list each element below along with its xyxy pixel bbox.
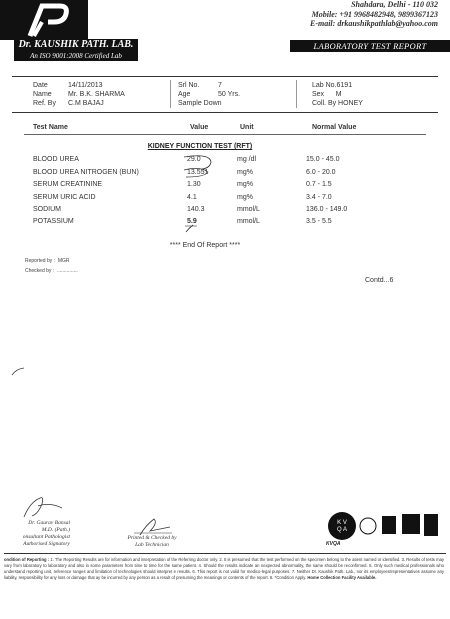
doctor-degree: M.D. (Path.) bbox=[41, 527, 70, 533]
report-title-bar: LABORATORY TEST REPORT bbox=[290, 40, 450, 52]
doctor-signature-block bbox=[6, 520, 70, 548]
footer-divider bbox=[4, 553, 446, 554]
mobile: Mobile: +91 9968482948, 9899367123 bbox=[311, 9, 438, 19]
test-unit: mmol/L bbox=[237, 218, 260, 225]
reported-by bbox=[25, 258, 69, 264]
reporting-conditions bbox=[4, 557, 444, 581]
test-name: BLOOD UREA bbox=[33, 156, 79, 163]
test-unit: mg% bbox=[237, 181, 253, 188]
end-of-report: **** End Of Report **** bbox=[169, 242, 241, 249]
conditions-text: 1. The Reporting Results are for information and interpretation of the Referring doctor only. 2. It is presumed that the test performed on the specimen belong to the atient named or identified. 3. Results of tests may vary from laboratory to laboratory and also in some parameters from time to time for the same patient. 4. Should the results indicate an nexpected abnormality, the same should be reconfirmed. 5. Only such medical professionals who understand reporting unit, reference ranges and limitation of technologies should interpret e results. 6. This report is not valid for medico-legal purposes. 7. Neither Dr. Kaushik Path. Lab., nor its employees/representatives assume any liability, responsibility for any loss or damage that ay be incurred by any person as a result of presuming the meanings or contents of the report. 8. *Condition Apply. bbox=[4, 557, 444, 580]
scan-mark bbox=[10, 365, 30, 379]
age-value: 50 Yrs. bbox=[218, 91, 241, 98]
test-value: 140.3 bbox=[187, 206, 205, 213]
doctor-role: onsultant Pathologist bbox=[22, 534, 70, 540]
test-normal: 6.0 - 20.0 bbox=[306, 169, 336, 176]
doctor-authorization: Authorised Signatory bbox=[23, 541, 70, 547]
technician-signature-icon bbox=[120, 515, 180, 537]
test-normal: 15.0 - 45.0 bbox=[306, 156, 340, 163]
column-separator bbox=[296, 80, 297, 108]
section-title: KIDNEY FUNCTION TEST (RFT) bbox=[147, 143, 253, 150]
test-normal: 0.7 - 1.5 bbox=[306, 181, 332, 188]
home-collection-note: Home Collection Facility Available. bbox=[307, 575, 377, 580]
lab-column bbox=[312, 81, 363, 108]
technician-line2: Lab Technician bbox=[135, 542, 169, 548]
header-test-name: Test Name bbox=[33, 124, 68, 131]
lab-name: Dr. KAUSHIK PATH. LAB. bbox=[14, 39, 138, 51]
address: Shahdara, Delhi - 110 032 bbox=[351, 0, 438, 9]
label-column bbox=[33, 81, 56, 108]
sex-label: Sex bbox=[312, 91, 325, 98]
test-value-abnormal: 5.9 bbox=[187, 218, 197, 225]
test-unit: mmol/L bbox=[237, 206, 260, 213]
test-name: SODIUM bbox=[33, 206, 61, 213]
svg-text:Q A: Q A bbox=[336, 527, 348, 533]
sex-value: M bbox=[335, 91, 342, 98]
collected-by: Coll. By HONEY bbox=[312, 100, 363, 107]
srl-label: Srl No. bbox=[178, 82, 200, 89]
kvqa-certification-icon bbox=[326, 510, 442, 550]
technician-block bbox=[112, 535, 192, 549]
date-label: Date bbox=[33, 82, 48, 89]
age-label: Age bbox=[178, 91, 191, 98]
test-normal: 3.4 - 7.0 bbox=[306, 194, 332, 201]
sample-status: Sample Down bbox=[178, 100, 222, 107]
sex-field bbox=[312, 90, 363, 99]
test-name: BLOOD UREA NITROGEN (BUN) bbox=[33, 169, 139, 176]
test-value: 4.1 bbox=[187, 194, 197, 201]
svg-text:K V: K V bbox=[337, 520, 347, 526]
pen-marks bbox=[180, 150, 220, 240]
contact-block bbox=[310, 0, 438, 29]
name-value: Mr. B.K. SHARMA bbox=[68, 91, 125, 98]
test-name: POTASSIUM bbox=[33, 218, 74, 225]
test-unit: mg /dl bbox=[237, 156, 257, 163]
reported-by-label: Reported by : bbox=[25, 258, 56, 264]
certification-logos bbox=[326, 510, 442, 550]
test-normal: 136.0 - 149.0 bbox=[306, 206, 348, 213]
test-value: 13.551 bbox=[187, 169, 209, 176]
srl-age-column bbox=[178, 81, 222, 108]
value-column bbox=[68, 81, 125, 108]
technician-line1: Printed & Checked by bbox=[127, 535, 177, 541]
test-name: SERUM URIC ACID bbox=[33, 194, 96, 201]
divider bbox=[12, 112, 438, 113]
lab-logo-icon bbox=[26, 2, 70, 38]
test-unit: mg% bbox=[237, 194, 253, 201]
srl-age-values bbox=[218, 81, 240, 99]
divider bbox=[12, 76, 438, 77]
lab-number: Lab No.6191 bbox=[312, 82, 353, 89]
column-separator bbox=[170, 80, 171, 108]
ref-value: C.M BAJAJ bbox=[68, 100, 104, 107]
kvqa-label: KVQA bbox=[326, 541, 341, 547]
test-value: 29.0 bbox=[187, 156, 201, 163]
conditions-heading: ondition of Reporting : bbox=[4, 557, 50, 562]
checked-by bbox=[25, 268, 78, 274]
header-normal-value: Normal Value bbox=[312, 124, 357, 131]
name-label: Name bbox=[33, 91, 52, 98]
checked-by-label: Checked by : bbox=[25, 268, 55, 274]
reported-by-value: MGR bbox=[57, 258, 70, 264]
doctor-signature-icon bbox=[20, 492, 70, 520]
date-value: 14/11/2013 bbox=[68, 82, 103, 89]
iso-certification: An ISO 9001:2008 Certified Lab bbox=[14, 51, 138, 61]
srl-value: 7 bbox=[218, 82, 222, 89]
test-name: SERUM CREATININE bbox=[33, 181, 103, 188]
test-value: 1.30 bbox=[187, 181, 201, 188]
email: E-mail: drkaushikpathlab@yahoo.com bbox=[309, 19, 438, 28]
doctor-name: Dr. Gaurav Bansal bbox=[28, 520, 70, 526]
test-unit: mg% bbox=[237, 169, 253, 176]
ref-label: Ref. By bbox=[33, 100, 56, 107]
continued-label: Contd...6 bbox=[365, 277, 394, 284]
test-normal: 3.5 - 5.5 bbox=[306, 218, 332, 225]
header-value: Value bbox=[190, 124, 209, 131]
checked-by-value: ............... bbox=[56, 268, 78, 274]
header-unit: Unit bbox=[240, 124, 254, 131]
header-divider bbox=[24, 134, 426, 135]
